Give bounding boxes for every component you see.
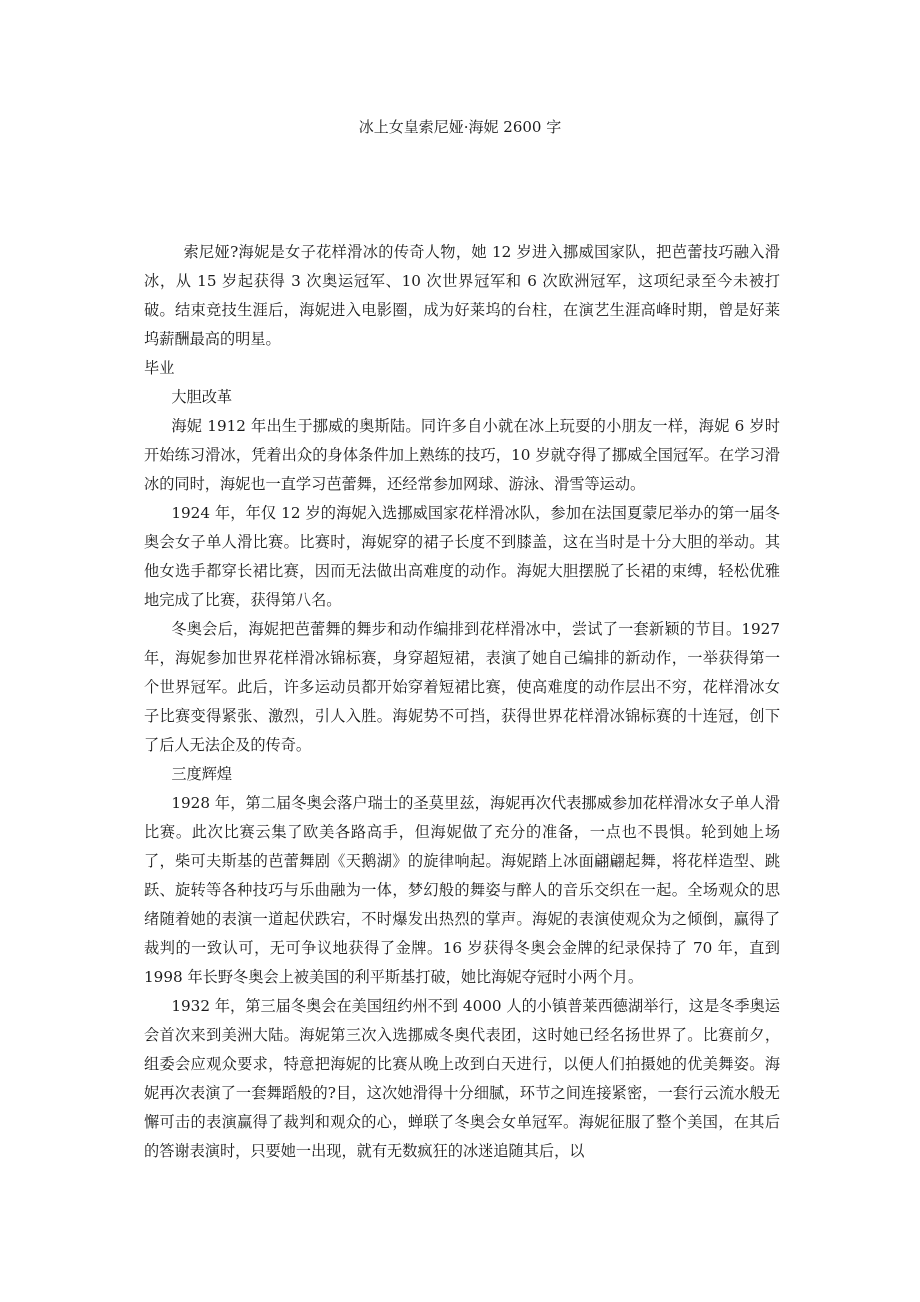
- section-heading-bold-reform: 大胆改革: [171, 388, 233, 406]
- paragraph-1924: 1924 年，年仅 12 岁的海妮入选挪威国家花样滑冰队，参加在法国夏蒙尼举办的第一届冬奥会女子单人滑比赛。比赛时，海妮穿的裙子长度不到膝盖，这在当时是十分大胆的举动。其他女选手都穿长裙比赛，因而无法做出高难度的动作。海妮大胆摆脱了长裙的束缚，轻松优雅地完成了比赛，获得第八名。: [144, 504, 780, 609]
- intro-paragraph: 索尼娅?海妮是女子花样滑冰的传奇人物，她 12 岁进入挪威国家队，把芭蕾技巧融入滑冰，从 15 岁起获得 3 次奥运冠军、10 次世界冠军和 6 次欧洲冠军，这项纪录至今未被打破。结束竞技生涯后，海妮进入电影圈，成为好莱坞的台柱，在演艺生涯高峰时期，曾是好莱坞薪酬最高的明星。: [144, 243, 780, 348]
- paragraph-1932: 1932 年，第三届冬奥会在美国纽约州不到 4000 人的小镇普莱西德湖举行，这是冬季奥运会首次来到美洲大陆。海妮第三次入选挪威冬奥代表团，这时她已经名扬世界了。比赛前夕，组委会应观众要求，特意把海妮的比赛从晚上改到白天进行，以便人们拍摄她的优美舞姿。海妮再次表演了一套舞蹈般的?目，这次她滑得十分细腻，环节之间连接紧密，一套行云流水般无懈可击的表演赢得了裁判和观众的心，蝉联了冬奥会女单冠军。海妮征服了整个美国，在其后的答谢表演时，只要她一出现，就有无数疯狂的冰迷追随其后，以: [144, 997, 780, 1160]
- section-label: 毕业: [144, 359, 175, 377]
- paragraph-1928: 1928 年，第二届冬奥会落户瑞士的圣莫里兹，海妮再次代表挪威参加花样滑冰女子单人滑比赛。此次比赛云集了欧美各路高手，但海妮做了充分的准备，一点也不畏惧。轮到她上场了，柴可夫斯基的芭蕾舞剧《天鹅湖》的旋律响起。海妮踏上冰面翩翩起舞，将花样造型、跳跃、旋转等各种技巧与乐曲融为一体，梦幻般的舞姿与醉人的音乐交织在一起。全场观众的思绪随着她的表演一道起伏跌宕，不时爆发出热烈的掌声。海妮的表演使观众为之倾倒，赢得了裁判的一致认可，无可争议地获得了金牌。16 岁获得冬奥会金牌的纪录保持了 70 年，直到 1998 年长野冬奥会上被美国的利平斯基打破，她比海妮夺冠时小两个月。: [144, 794, 780, 986]
- paragraph-1927: 冬奥会后，海妮把芭蕾舞的舞步和动作编排到花样滑冰中，尝试了一套新颖的节目。1927 年，海妮参加世界花样滑冰锦标赛，身穿超短裙，表演了她自己编排的新动作，一举获得第一个世界冠军。此后，许多运动员都开始穿着短裙比赛，使高难度的动作层出不穷，花样滑冰女子比赛变得紧张、激烈，引人入胜。海妮势不可挡，获得世界花样滑冰锦标赛的十连冠，创下了后人无法企及的传奇。: [144, 620, 780, 754]
- paragraph-1912: 海妮 1912 年出生于挪威的奥斯陆。同许多自小就在冰上玩耍的小朋友一样，海妮 6 岁时开始练习滑冰，凭着出众的身体条件加上熟练的技巧，10 岁就夺得了挪威全国冠军。在学习滑冰的同时，海妮也一直学习芭蕾舞，还经常参加网球、游泳、滑雪等运动。: [144, 417, 780, 493]
- document-title: 冰上女皇索尼娅·海妮 2600 字: [358, 118, 562, 136]
- document-body: [144, 238, 780, 1166]
- section-heading-three-glories: 三度辉煌: [171, 765, 233, 783]
